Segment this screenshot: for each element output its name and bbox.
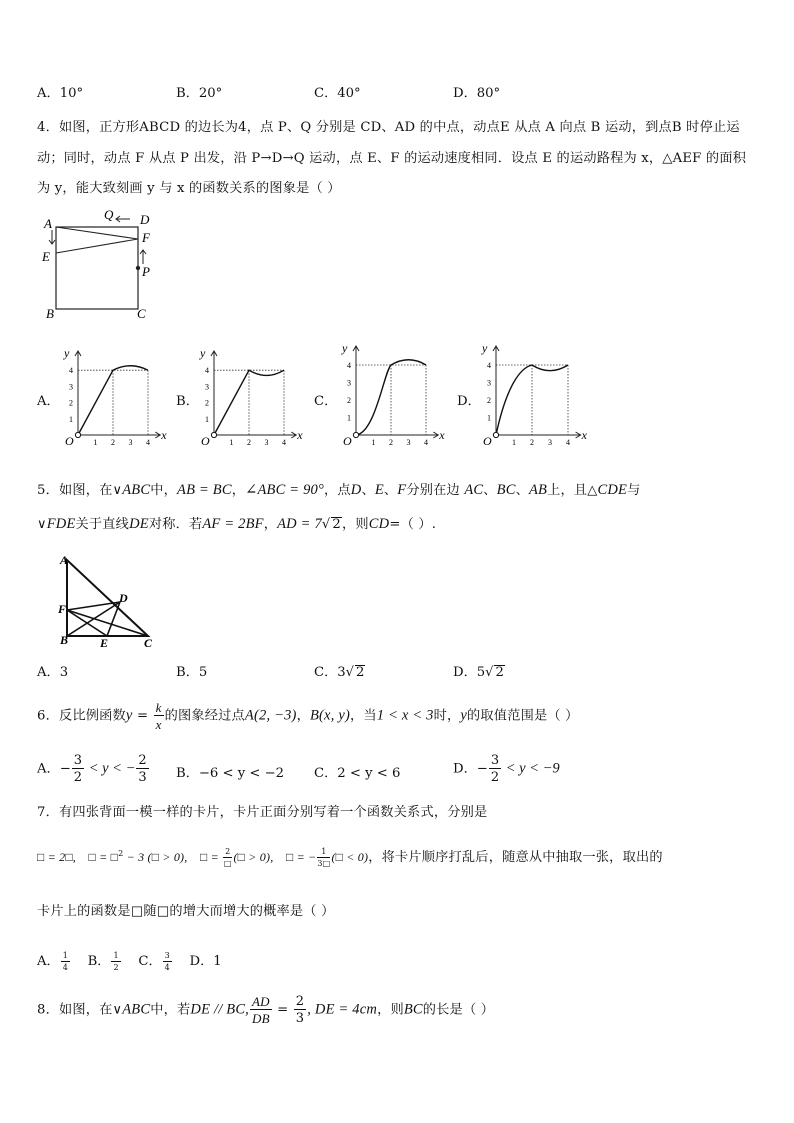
y-tick-label: 3 [69,382,73,392]
q5-label-a: A [60,553,69,567]
origin-point [493,432,498,437]
x-tick-label: 2 [111,438,115,447]
x-tick-label: 3 [128,438,133,447]
q4-option-b-label: B． [176,394,199,409]
x-tick-label: 4 [424,438,428,447]
q5-option-a: A．3 [37,665,69,680]
y-tick-label: 1 [487,413,491,423]
q7-text-line3: 卡片上的函数是□随□的增大而增大的概率是（ ） [37,904,335,919]
y-axis-label: y [64,346,70,360]
q4-label-c: C [137,306,146,321]
x-axis-label: x [581,428,587,442]
q3-option-b: B．20° [176,86,223,101]
y-tick-label: 2 [347,396,351,405]
q3-option-c: C．40° [314,86,361,101]
y-tick-label: 4 [487,361,491,370]
origin-label: O [483,434,492,448]
y-tick-label: 3 [487,378,491,388]
y-tick-label: 2 [69,398,73,408]
y-tick-label: 4 [347,361,351,370]
q5-option-b: B．5 [176,665,208,680]
x-tick-label: 1 [512,438,516,447]
x-tick-label: 3 [406,438,411,447]
q5-option-c: C．3√ 2 [314,665,365,680]
y-axis-label: y [482,341,488,355]
x-tick-label: 3 [264,438,269,447]
x-tick-label: 2 [389,438,393,447]
q4-label-d: D [140,212,150,227]
q4-label-e: E [42,249,50,264]
q7-text-line1: 7．有四张背面一模一样的卡片，卡片正面分别写着一个函数关系式，分别是 [37,805,488,820]
q4-option-d-label: D． [457,394,481,409]
y-tick-label: 3 [205,382,209,392]
y-tick-label: 1 [347,413,351,423]
q4-square-figure [36,206,166,328]
q3-option-d: D．80° [453,86,501,101]
x-tick-label: 3 [548,438,552,447]
y-axis-label: y [200,346,206,360]
q6-option-b: B．−6 < y < −2 [176,766,285,781]
q6-text: 6．反比例函数y = $\frac{k}{x}$ 的图象经过点A(2, −3)，B(x, y)，当1 < x < 3时，y的取值范围是（ ） [37,700,579,732]
q5-label-c: C [144,636,153,650]
q4-text-line1: 4．如图，正方形ABCD 的边长为4，点 P、Q 分别是 CD、AD 的中点，动点E 从点 A 向点 B 运动，到点B 时停止运 [37,120,740,135]
origin-label: O [343,434,352,448]
x-tick-label: 4 [146,438,150,447]
q3-option-a: A．10° [37,86,84,101]
q4-graph-c [340,338,455,453]
q4-label-p: P [142,264,150,279]
q5-option-d: D．5√ 2 [453,665,504,680]
x-tick-label: 2 [530,438,534,447]
q5-text-line1: 5．如图，在∨ABC中，AB = BC，∠ABC = 90°，点D、E、F分别在边 AC、BC、AB上，且△CDE与 [37,482,641,498]
q7-options: A． $\frac{1}{4}$ B． $\frac{1}{2}$ C． $\frac{3}{4}$ D．1 [37,950,222,972]
q4-option-c-label: C． [314,394,338,409]
x-tick-label: 1 [371,438,376,447]
q5-label-f: F [58,602,67,616]
x-axis-label: x [161,428,167,442]
x-tick-label: 4 [566,438,570,447]
q4-label-b: B [46,306,54,321]
x-tick-label: 2 [247,438,251,447]
q4-label-q: Q [104,207,114,222]
y-tick-label: 4 [69,366,73,376]
x-axis-label: x [297,428,303,442]
q7-text-line2: □ = 2□, □ = □$^2$ − 3 (□ > 0), □ = $\frac{2}{□}$ (□ > 0), □ = − $\frac{1}{3□}$ (□ < 0)，将卡片顺序打乱后，随意从中抽取一张，取出的 [37,846,663,868]
y-tick-label: 2 [205,398,209,408]
origin-point [75,432,80,437]
q5-text-line2: ∨FDE关于直线DE对称．若AF = 2BF，AD = 7√ 2，则CD=（ ）. [37,516,437,532]
q5-triangle-figure [56,552,166,652]
q6-option-a: A．− $\frac{3}{2}$ < y < − $\frac{2}{3}$ [37,753,147,785]
q6-option-d: D．− $\frac{3}{2}$ < y < −9 [453,753,560,785]
x-axis-label: x [439,428,445,442]
q5-label-d: D [119,591,128,605]
y-tick-label: 2 [487,396,491,405]
y-tick-label: 1 [205,414,209,424]
x-tick-label: 1 [229,438,234,447]
origin-point [211,432,216,437]
q4-graph-a [60,343,175,453]
q4-label-f: F [142,230,150,245]
y-tick-label: 1 [69,414,73,424]
q4-text-line2: 动；同时，动点 F 从点 P 出发，沿 P→D→Q 运动，点 E、F 的运动速度相同．设点 E 的运动路程为 x，△AEF 的面积 [37,151,747,166]
origin-label: O [201,434,210,448]
q6-option-c: C．2 < y < 6 [314,766,401,781]
x-tick-label: 4 [282,438,286,447]
y-tick-label: 3 [347,378,351,388]
q4-option-a-label: A． [37,394,60,409]
q8-text: 8．如图，在∨ABC中，若DE // BC, $\frac{AD}{DB}$ = $\frac{2}{3}$ , DE = 4cm，则BC的长是（ ） [37,994,495,1026]
y-tick-label: 4 [205,366,209,376]
q4-text-line3: 为 y，能大致刻画 y 与 x 的函数关系的图象是（ ） [37,181,341,196]
q4-graph-d [478,338,598,453]
origin-label: O [65,434,74,448]
origin-point [353,432,358,437]
q4-graph-b [198,343,313,453]
y-axis-label: y [342,341,348,355]
q5-label-b: B [60,633,69,647]
q5-label-e: E [100,636,109,650]
q4-label-a: A [44,216,52,231]
x-tick-label: 1 [93,438,98,447]
